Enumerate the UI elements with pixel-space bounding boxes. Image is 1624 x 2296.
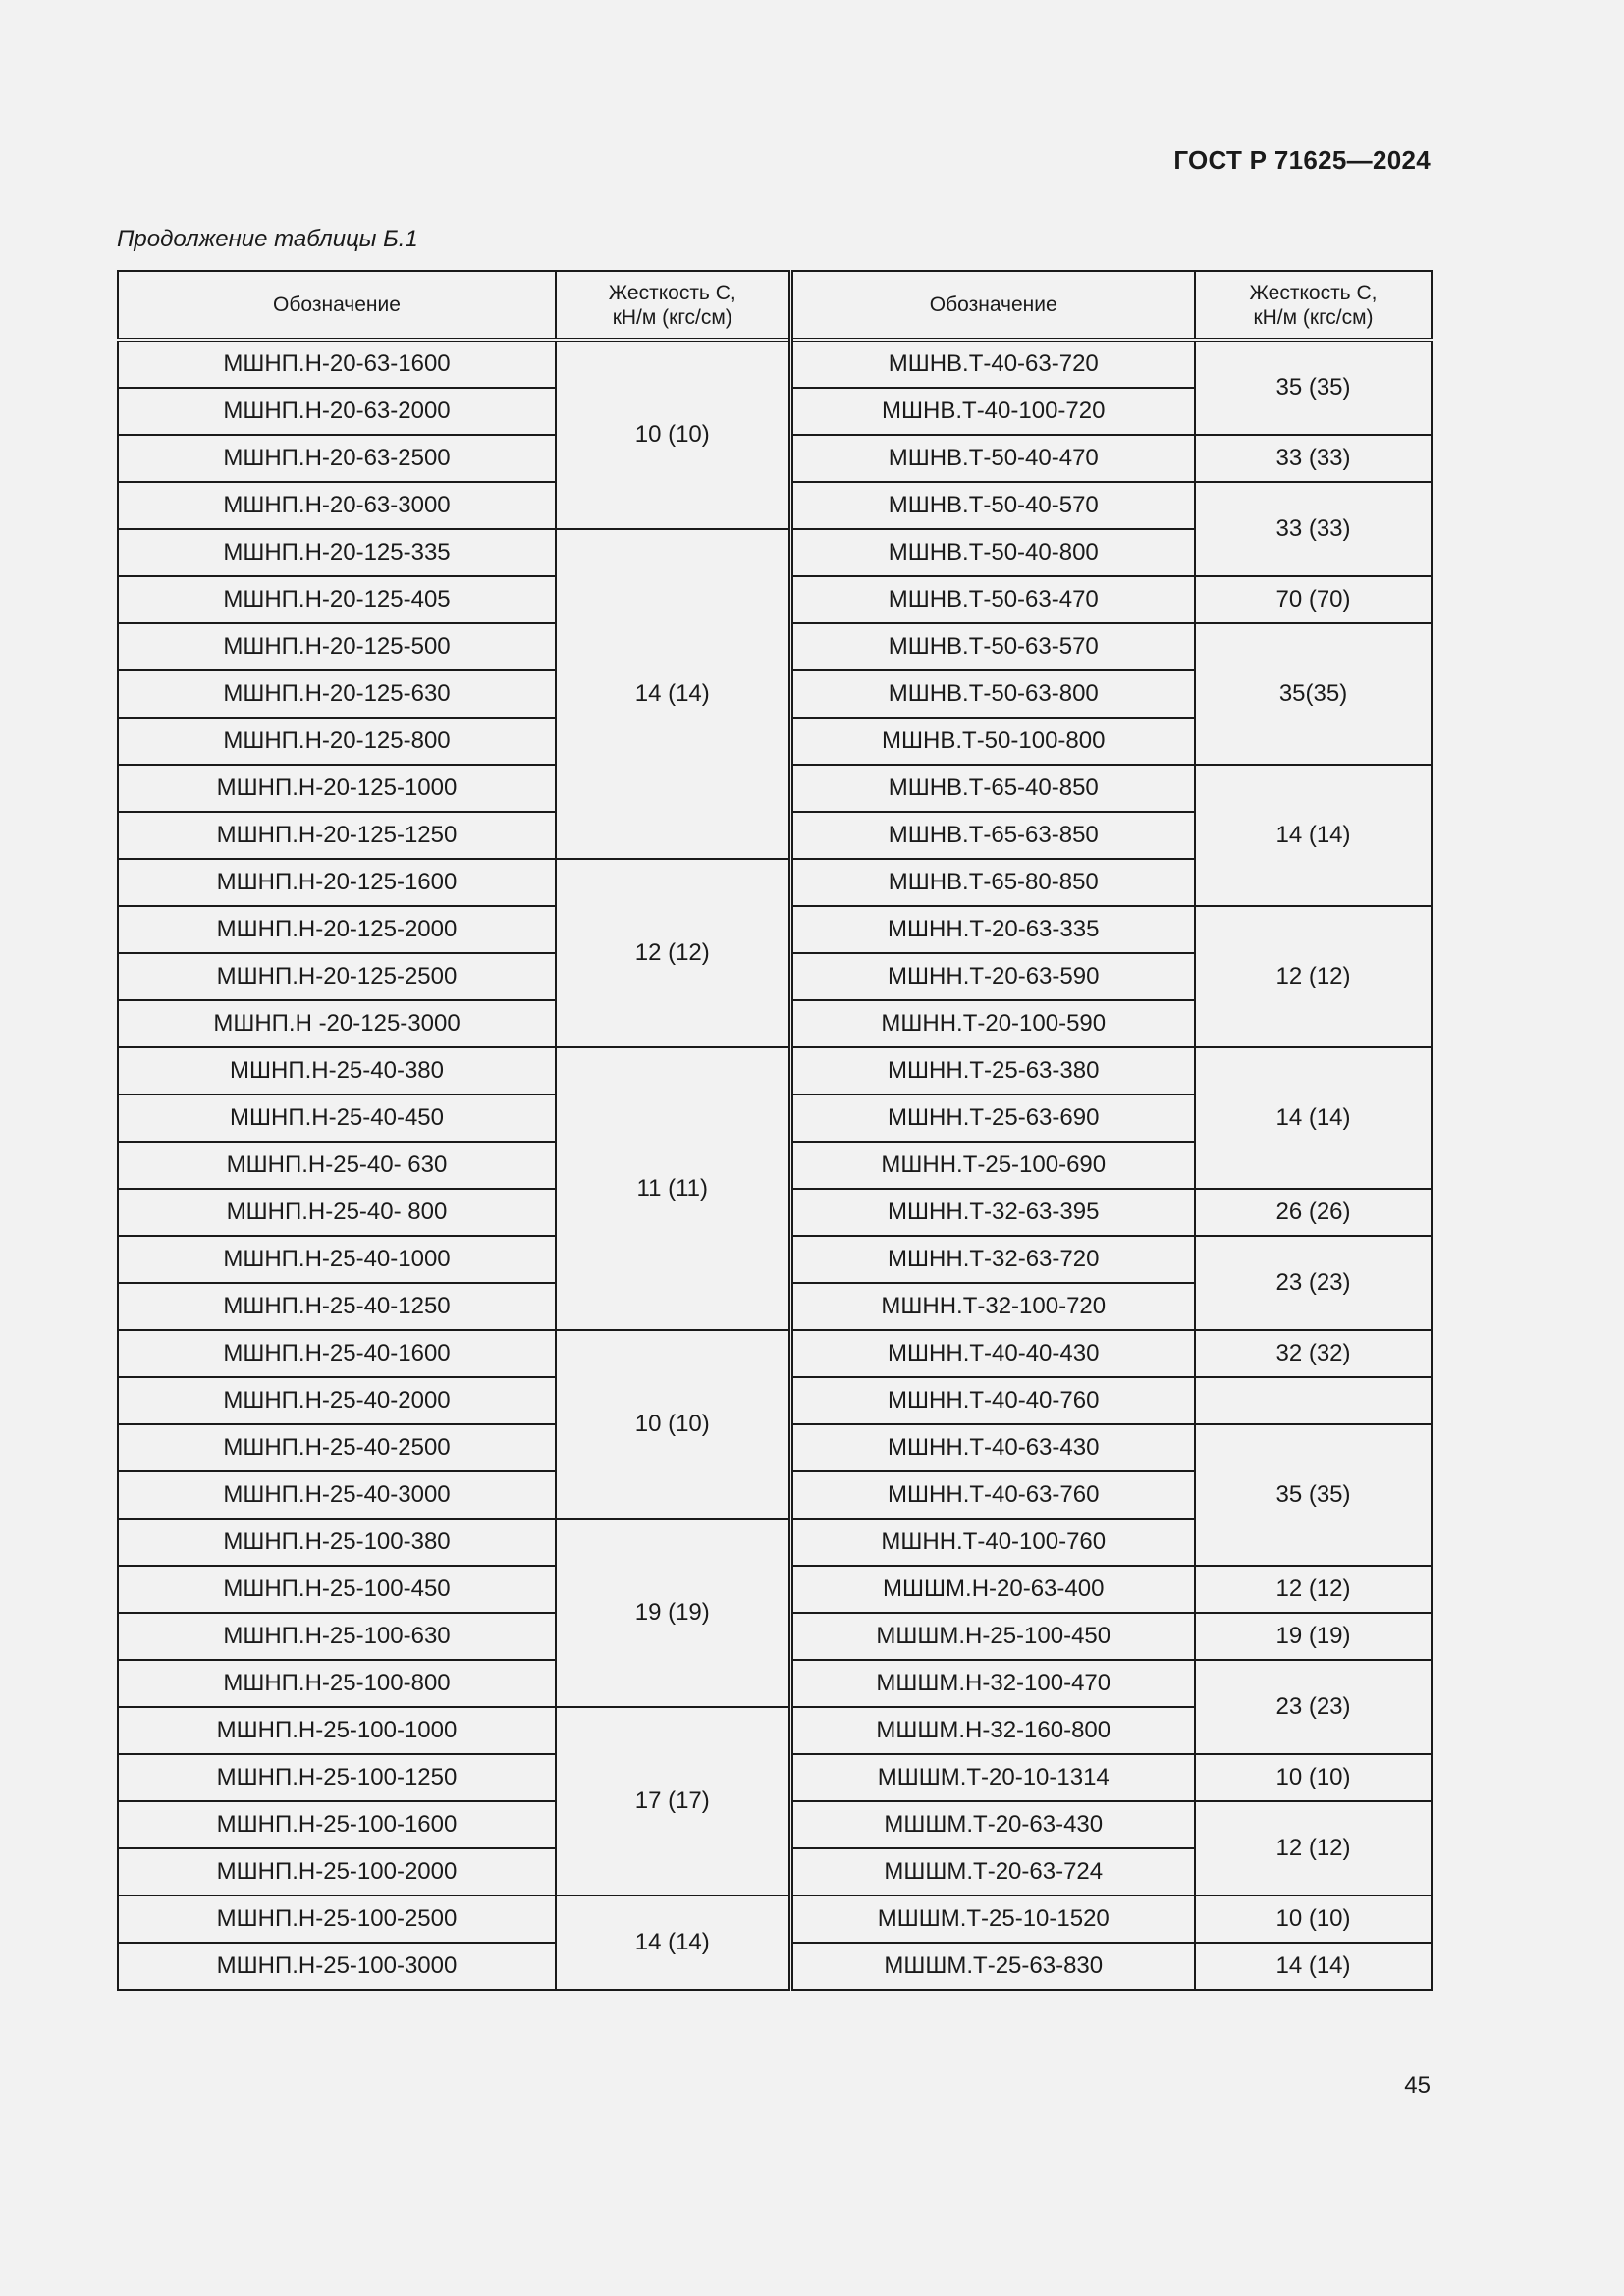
- header-stiffness-line2: кН/м (кгс/см): [612, 305, 732, 329]
- table-row: [118, 340, 1432, 388]
- stiffness-cell-left: 17 (17): [556, 1707, 790, 1896]
- designation-cell-right: МШНВ.Т-50-40-470: [790, 435, 1195, 482]
- designation-cell-right: МШНН.Т-32-100-720: [790, 1283, 1195, 1330]
- designation-cell-right: МШНВ.Т-40-100-720: [790, 388, 1195, 435]
- designation-cell-right: МШШМ.Т-25-63-830: [790, 1943, 1195, 1990]
- stiffness-table: [117, 270, 1433, 1991]
- stiffness-cell-right: 33 (33): [1195, 482, 1432, 576]
- designation-cell-left: МШНП.Н-25-100-800: [118, 1660, 556, 1707]
- designation-cell-right: МШШМ.Т-25-10-1520: [790, 1896, 1195, 1943]
- designation-cell-right: МШНН.Т-40-63-430: [790, 1424, 1195, 1471]
- designation-cell-right: МШНВ.Т-50-63-800: [790, 670, 1195, 718]
- designation-cell-right: МШНВ.Т-65-80-850: [790, 859, 1195, 906]
- designation-cell-left: МШНП.Н-20-125-2500: [118, 953, 556, 1000]
- designation-cell-right: МШНН.Т-40-100-760: [790, 1519, 1195, 1566]
- designation-cell-left: МШНП.Н-25-100-2000: [118, 1848, 556, 1896]
- designation-cell-right: МШНВ.Т-50-63-570: [790, 623, 1195, 670]
- stiffness-cell-left: 14 (14): [556, 529, 790, 859]
- header-designation-right: Обозначение: [790, 271, 1195, 340]
- stiffness-cell-left: 14 (14): [556, 1896, 790, 1990]
- designation-cell-right: МШШМ.Т-20-63-430: [790, 1801, 1195, 1848]
- stiffness-cell-right: 35 (35): [1195, 340, 1432, 435]
- designation-cell-left: МШНП.Н-20-125-630: [118, 670, 556, 718]
- stiffness-cell-right: 12 (12): [1195, 1801, 1432, 1896]
- stiffness-cell-right: 35 (35): [1195, 1424, 1432, 1566]
- stiffness-cell-left: 12 (12): [556, 859, 790, 1047]
- stiffness-cell-right: 19 (19): [1195, 1613, 1432, 1660]
- designation-cell-right: МШНН.Т-20-63-590: [790, 953, 1195, 1000]
- designation-cell-left: МШНП.Н-25-40-1600: [118, 1330, 556, 1377]
- designation-cell-right: МШНН.Т-25-100-690: [790, 1142, 1195, 1189]
- designation-cell-left: МШНП.Н-25-40-3000: [118, 1471, 556, 1519]
- designation-cell-left: МШНП.Н-20-125-2000: [118, 906, 556, 953]
- designation-cell-left: МШНП.Н-20-125-1000: [118, 765, 556, 812]
- table-caption: Продолжение таблицы Б.1: [117, 226, 418, 252]
- table-body: [118, 340, 1432, 1990]
- designation-cell-right: МШНН.Т-40-40-430: [790, 1330, 1195, 1377]
- designation-cell-right: МШНН.Т-20-100-590: [790, 1000, 1195, 1047]
- stiffness-cell-right: [1195, 1377, 1432, 1424]
- designation-cell-left: МШНП.Н-25-40-450: [118, 1095, 556, 1142]
- designation-cell-right: МШНН.Т-25-63-380: [790, 1047, 1195, 1095]
- stiffness-cell-left: 11 (11): [556, 1047, 790, 1330]
- designation-cell-right: МШШМ.Н-32-100-470: [790, 1660, 1195, 1707]
- page-number: 45: [1404, 2072, 1431, 2099]
- designation-cell-left: МШНП.Н-25-40-380: [118, 1047, 556, 1095]
- header-stiffness-line1: Жесткость C,: [608, 281, 736, 304]
- designation-cell-right: МШНВ.Т-50-63-470: [790, 576, 1195, 623]
- designation-cell-left: МШНП.Н-25-100-450: [118, 1566, 556, 1613]
- designation-cell-right: МШНН.Т-40-40-760: [790, 1377, 1195, 1424]
- table-row: [118, 1330, 1432, 1377]
- stiffness-cell-right: 33 (33): [1195, 435, 1432, 482]
- stiffness-cell-right: 32 (32): [1195, 1330, 1432, 1377]
- designation-cell-left: МШНП.Н-20-125-335: [118, 529, 556, 576]
- designation-cell-left: МШНП.Н-20-63-2500: [118, 435, 556, 482]
- designation-cell-left: МШНП.Н-25-40-1250: [118, 1283, 556, 1330]
- designation-cell-right: МШШМ.Н-20-63-400: [790, 1566, 1195, 1613]
- stiffness-cell-right: 23 (23): [1195, 1236, 1432, 1330]
- stiffness-cell-left: 10 (10): [556, 1330, 790, 1519]
- stiffness-cell-right: 10 (10): [1195, 1754, 1432, 1801]
- designation-cell-right: МШШМ.Т-20-63-724: [790, 1848, 1195, 1896]
- stiffness-cell-right: 26 (26): [1195, 1189, 1432, 1236]
- designation-cell-left: МШНП.Н-25-40- 800: [118, 1189, 556, 1236]
- designation-cell-left: МШНП.Н-25-100-1000: [118, 1707, 556, 1754]
- table-header-row: [118, 271, 1432, 340]
- header-stiffness-left: [556, 271, 790, 340]
- designation-cell-right: МШШМ.Н-32-160-800: [790, 1707, 1195, 1754]
- table-row: [118, 1896, 1432, 1943]
- stiffness-cell-left: 19 (19): [556, 1519, 790, 1707]
- document-code: ГОСТ Р 71625—2024: [1173, 145, 1431, 175]
- stiffness-cell-right: 12 (12): [1195, 906, 1432, 1047]
- designation-cell-left: МШНП.Н-25-100-380: [118, 1519, 556, 1566]
- designation-cell-right: МШНВ.Т-50-100-800: [790, 718, 1195, 765]
- designation-cell-left: МШНП.Н-20-63-3000: [118, 482, 556, 529]
- designation-cell-right: МШНВ.Т-40-63-720: [790, 340, 1195, 388]
- designation-cell-left: МШНП.Н-20-125-405: [118, 576, 556, 623]
- stiffness-cell-right: 14 (14): [1195, 1943, 1432, 1990]
- stiffness-cell-left: 10 (10): [556, 340, 790, 529]
- designation-cell-left: МШНП.Н-25-100-2500: [118, 1896, 556, 1943]
- stiffness-cell-right: 14 (14): [1195, 1047, 1432, 1189]
- stiffness-cell-right: 23 (23): [1195, 1660, 1432, 1754]
- table-row: [118, 1047, 1432, 1095]
- designation-cell-left: МШНП.Н-20-63-2000: [118, 388, 556, 435]
- designation-cell-left: МШНП.Н -20-125-3000: [118, 1000, 556, 1047]
- header-stiffness-right: [1195, 271, 1432, 340]
- stiffness-cell-right: 14 (14): [1195, 765, 1432, 906]
- designation-cell-left: МШНП.Н-20-125-1250: [118, 812, 556, 859]
- designation-cell-left: МШНП.Н-25-100-3000: [118, 1943, 556, 1990]
- designation-cell-right: МШНН.Т-32-63-395: [790, 1189, 1195, 1236]
- designation-cell-left: МШНП.Н-20-125-800: [118, 718, 556, 765]
- designation-cell-right: МШНВ.Т-50-40-570: [790, 482, 1195, 529]
- stiffness-cell-right: 10 (10): [1195, 1896, 1432, 1943]
- designation-cell-left: МШНП.Н-20-125-1600: [118, 859, 556, 906]
- designation-cell-right: МШНВ.Т-65-40-850: [790, 765, 1195, 812]
- header-designation-left: Обозначение: [118, 271, 556, 340]
- designation-cell-right: МШШМ.Н-25-100-450: [790, 1613, 1195, 1660]
- designation-cell-left: МШНП.Н-20-63-1600: [118, 340, 556, 388]
- designation-cell-right: МШНН.Т-32-63-720: [790, 1236, 1195, 1283]
- stiffness-cell-right: 12 (12): [1195, 1566, 1432, 1613]
- designation-cell-left: МШНП.Н-25-40-2000: [118, 1377, 556, 1424]
- designation-cell-right: МШНН.Т-40-63-760: [790, 1471, 1195, 1519]
- designation-cell-right: МШШМ.Т-20-10-1314: [790, 1754, 1195, 1801]
- designation-cell-right: МШНВ.Т-65-63-850: [790, 812, 1195, 859]
- designation-cell-left: МШНП.Н-25-100-1250: [118, 1754, 556, 1801]
- designation-cell-left: МШНП.Н-25-40- 630: [118, 1142, 556, 1189]
- header-stiffness-line1: Жесткость C,: [1249, 281, 1378, 304]
- stiffness-cell-right: 35(35): [1195, 623, 1432, 765]
- header-stiffness-line2: кН/м (кгс/см): [1253, 305, 1374, 329]
- designation-cell-right: МШНН.Т-20-63-335: [790, 906, 1195, 953]
- designation-cell-left: МШНП.Н-25-100-1600: [118, 1801, 556, 1848]
- designation-cell-right: МШНН.Т-25-63-690: [790, 1095, 1195, 1142]
- designation-cell-left: МШНП.Н-25-40-1000: [118, 1236, 556, 1283]
- designation-cell-left: МШНП.Н-25-40-2500: [118, 1424, 556, 1471]
- designation-cell-left: МШНП.Н-25-100-630: [118, 1613, 556, 1660]
- designation-cell-right: МШНВ.Т-50-40-800: [790, 529, 1195, 576]
- designation-cell-left: МШНП.Н-20-125-500: [118, 623, 556, 670]
- stiffness-cell-right: 70 (70): [1195, 576, 1432, 623]
